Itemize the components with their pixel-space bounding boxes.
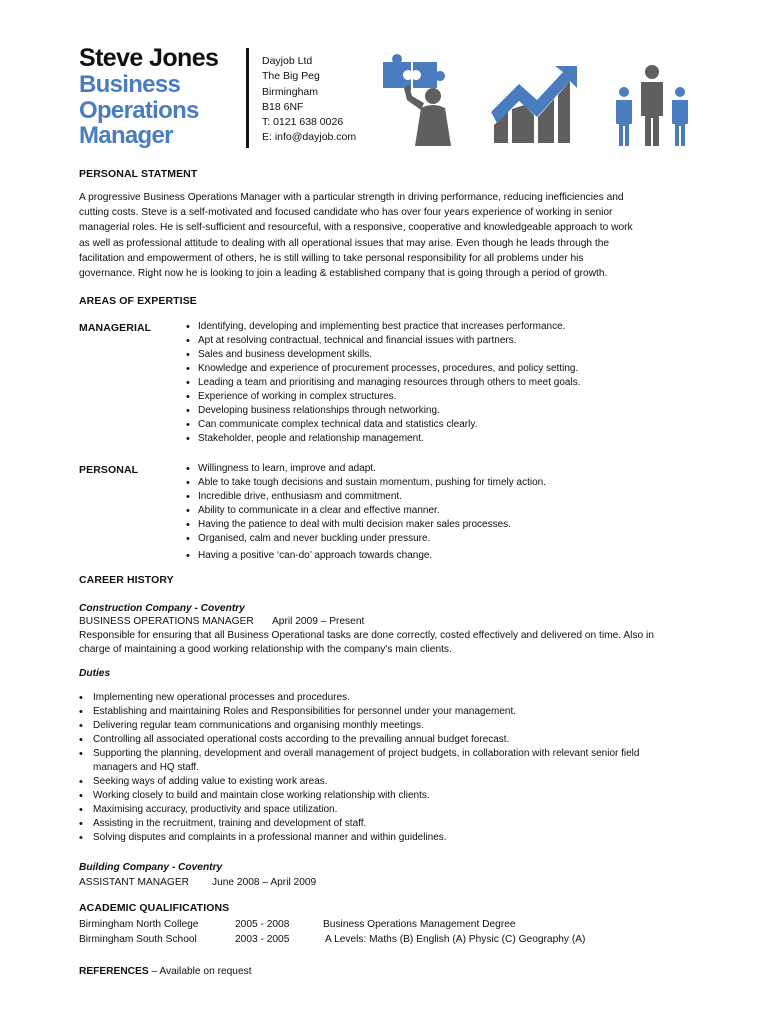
- references-label: REFERENCES: [79, 966, 149, 977]
- list-item: • Organised, calm and never buckling under pressure.: [186, 532, 546, 546]
- job-title-line-3: Manager: [79, 122, 173, 149]
- career-history-heading: CAREER HISTORY: [79, 574, 174, 586]
- list-item: • Controlling all associated operational costs according to the prevailing annual budget forecast.: [79, 733, 699, 747]
- list-item: • Sales and business development skills.: [186, 348, 580, 362]
- academic-school: Birmingham North College: [79, 919, 199, 930]
- personal-label: PERSONAL: [79, 464, 139, 476]
- team-people-icon: [616, 65, 688, 146]
- list-item: • Ability to communicate in a clear and effective manner.: [186, 504, 546, 518]
- list-item: • Can communicate complex technical data and statistics clearly.: [186, 418, 580, 432]
- job1-dates: April 2009 – Present: [272, 616, 365, 627]
- list-item: • Assisting in the recruitment, training and development of staff.: [79, 817, 699, 831]
- list-item: • Having a positive ‘can-do’ approach towards change.: [186, 549, 546, 563]
- job2-company: Building Company - Coventry: [79, 862, 223, 873]
- duties-heading: Duties: [79, 668, 111, 679]
- managerial-skills-list: [186, 320, 580, 446]
- contact-company: Dayjob Ltd: [262, 55, 313, 67]
- contact-address-1: The Big Peg: [262, 70, 320, 83]
- contact-email: E: info@dayjob.com: [262, 131, 357, 144]
- list-item: • Having the patience to deal with multi decision maker sales processes.: [186, 518, 546, 532]
- job2-role: ASSISTANT MANAGER: [79, 877, 190, 888]
- header-illustrations: [381, 48, 691, 150]
- personal-skills-list: [186, 462, 546, 563]
- contact-city: Birmingham: [262, 85, 319, 98]
- academic-years: 2005 - 2008: [235, 919, 290, 930]
- puzzle-thinker-icon: [383, 54, 451, 146]
- expertise-heading: AREAS OF EXPERTISE: [79, 295, 197, 307]
- statement-line: cutting costs. Steve is a self-motivated and focused candidate who has over four years experience of working in senior: [79, 207, 613, 219]
- list-item: • Able to take tough decisions and sustain momentum, pushing for timely action.: [186, 476, 546, 490]
- job1-description: [79, 629, 709, 657]
- personal-statement-heading: PERSONAL STATMENT: [79, 168, 198, 180]
- list-item: • Developing business relationships through networking.: [186, 404, 580, 418]
- references-line: [79, 966, 252, 977]
- job2-dates: June 2008 – April 2009: [212, 877, 317, 888]
- academic-school: Birmingham South School: [79, 934, 197, 945]
- contact-phone: T: 0121 638 0026: [262, 116, 344, 129]
- list-item: • Leading a team and prioritising and managing resources through others to meet goals.: [186, 376, 580, 390]
- list-item: • Solving disputes and complaints in a professional manner and within guidelines.: [79, 831, 699, 845]
- list-item: • Willingness to learn, improve and adapt.: [186, 462, 546, 476]
- growth-chart-icon: [491, 66, 577, 143]
- job1-description-line: Responsible for ensuring that all Business Operational tasks are done correctly, costed effectively and delivered on time. Also in: [79, 630, 654, 641]
- contact-postcode: B18 6NF: [262, 100, 304, 113]
- job1-company: Construction Company - Coventry: [79, 603, 245, 614]
- job-title-line-1: Business: [79, 71, 181, 98]
- name-block: [79, 44, 244, 149]
- managerial-label: MANAGERIAL: [79, 322, 152, 334]
- duties-list: [79, 691, 699, 845]
- resume-header: [79, 44, 699, 156]
- contact-details: [262, 54, 356, 146]
- job1-description-line: charge of maintaining a good working relationship with the company's main clients.: [79, 644, 452, 655]
- statement-line: governance. Right now he is looking to join a leading & established company that is going through a period of growth.: [79, 268, 608, 280]
- references-text: – Available on request: [151, 966, 252, 977]
- header-divider: [246, 48, 249, 148]
- job-title-line-2: Operations: [79, 96, 199, 124]
- list-item: • Working closely to build and maintain close working relationship with clients.: [79, 789, 699, 803]
- academic-heading: ACADEMIC QUALIFICATIONS: [79, 902, 230, 914]
- list-item: • Supporting the planning, development and overall management of project budgets, in collaboration with relevant senior field managers and HQ staff.: [79, 747, 659, 775]
- academic-years: 2003 - 2005: [235, 934, 290, 945]
- statement-line: managerial roles. He is self-sufficient and resourceful, with a responsive, cooperative and knowledgeable approach to work: [79, 222, 633, 234]
- list-item: • Implementing new operational processes and procedures.: [79, 691, 699, 705]
- job1-role: BUSINESS OPERATIONS MANAGER: [79, 616, 254, 627]
- list-item: • Apt at resolving contractual, technical and financial issues with partners.: [186, 334, 580, 348]
- candidate-name: Steve Jones: [79, 44, 219, 72]
- list-item: • Maximising accuracy, productivity and space utilization.: [79, 803, 699, 817]
- list-item: • Establishing and maintaining Roles and Responsibilities for personnel under your management.: [79, 705, 699, 719]
- statement-line: as well as professional attitude to dealing with all operational issues that may arise. Even though he leads through the: [79, 237, 610, 249]
- list-item: • Experience of working in complex structures.: [186, 390, 580, 404]
- list-item: • Knowledge and experience of procurement processes, procedures, and policy setting.: [186, 362, 580, 376]
- academic-detail: Business Operations Management Degree: [323, 919, 516, 930]
- academic-detail: A Levels: Maths (B) English (A) Physic (C) Geography (A): [325, 934, 586, 945]
- list-item: • Seeking ways of adding value to existing work areas.: [79, 775, 699, 789]
- list-item: • Identifying, developing and implementing best practice that increases performance.: [186, 320, 580, 334]
- list-item: • Incredible drive, enthusiasm and commitment.: [186, 490, 546, 504]
- list-item: • Stakeholder, people and relationship management.: [186, 432, 580, 446]
- list-item: • Delivering regular team communications and organising monthly meetings.: [79, 719, 699, 733]
- personal-statement-text: [79, 190, 709, 281]
- statement-line: facilitation and empowerment of others, he is still willing to take personal responsibility for all problems under his: [79, 252, 584, 264]
- statement-line: A progressive Business Operations Manager with a particular strength in driving performance, reducing inefficiencies and: [79, 192, 624, 203]
